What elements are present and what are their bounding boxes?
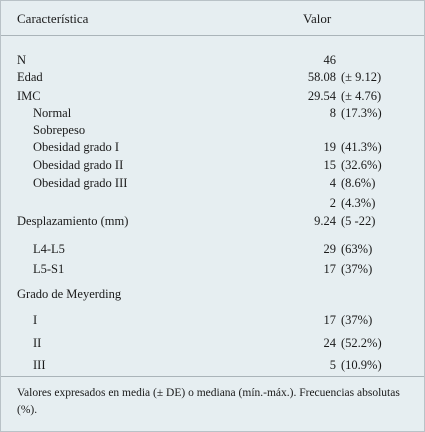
row-value: 19 bbox=[323, 140, 336, 154]
row-value: 58.08 bbox=[307, 70, 336, 84]
row-value: 2 bbox=[329, 196, 336, 210]
row-label: I bbox=[33, 313, 38, 327]
row-range: (37%) bbox=[341, 262, 373, 276]
row-value: 29 bbox=[323, 242, 336, 256]
row-label: N bbox=[17, 53, 27, 67]
row-range: (± 4.76) bbox=[341, 89, 382, 103]
row-label: III bbox=[33, 358, 46, 372]
table-row bbox=[1, 51, 424, 69]
row-value: 29.54 bbox=[307, 89, 336, 103]
row-value: 4 bbox=[329, 176, 336, 190]
row-label: Normal bbox=[33, 106, 72, 120]
row-range: (37%) bbox=[341, 313, 373, 327]
row-label: Obesidad grado I bbox=[33, 140, 120, 154]
row-label: IMC bbox=[17, 89, 41, 103]
row-value: 15 bbox=[323, 158, 336, 172]
row-value: 8 bbox=[329, 106, 336, 120]
table-row bbox=[1, 356, 424, 374]
row-value: 17 bbox=[323, 262, 336, 276]
table-row bbox=[1, 311, 424, 329]
row-range: (± 9.12) bbox=[341, 70, 382, 84]
table-row bbox=[1, 212, 424, 230]
table-row bbox=[1, 156, 424, 174]
row-value: 46 bbox=[323, 53, 336, 67]
row-value: 9.24 bbox=[314, 214, 336, 228]
footnote: Valores expresados en media (± DE) o mediana (mín.-máx.). Frecuencias absolutas (%). bbox=[17, 387, 400, 416]
row-range: (5 -22) bbox=[341, 214, 376, 228]
row-label: Desplazamiento (mm) bbox=[17, 214, 129, 228]
row-label: L5-S1 bbox=[33, 262, 65, 276]
table-row bbox=[1, 194, 424, 212]
row-range: (41.3%) bbox=[341, 140, 382, 154]
table-row bbox=[1, 285, 424, 303]
row-label: Edad bbox=[17, 70, 43, 84]
row-label: Obesidad grado III bbox=[33, 176, 128, 190]
table-row bbox=[1, 174, 424, 192]
row-label: Sobrepeso bbox=[33, 123, 86, 137]
row-label: Obesidad grado II bbox=[33, 158, 124, 172]
row-range: (4.3%) bbox=[341, 196, 376, 210]
header-value: Valor bbox=[303, 11, 332, 26]
row-range: (8.6%) bbox=[341, 176, 376, 190]
table-row bbox=[1, 68, 424, 86]
row-value: 17 bbox=[323, 313, 336, 327]
row-range: (10.9%) bbox=[341, 358, 382, 372]
row-value: 24 bbox=[323, 336, 336, 350]
row-range: (52.2%) bbox=[341, 336, 382, 350]
row-range: (17.3%) bbox=[341, 106, 382, 120]
row-label: L4-L5 bbox=[33, 242, 65, 256]
row-label: II bbox=[33, 336, 42, 350]
table-row bbox=[1, 121, 424, 139]
row-label: Grado de Meyerding bbox=[17, 287, 122, 301]
row-range: (32.6%) bbox=[341, 158, 382, 172]
table-row bbox=[1, 334, 424, 352]
table-footer bbox=[1, 376, 424, 432]
row-range: (63%) bbox=[341, 242, 373, 256]
row-value: 5 bbox=[329, 358, 336, 372]
table-row bbox=[1, 240, 424, 258]
header-characteristic: Característica bbox=[17, 11, 89, 26]
table-row bbox=[1, 138, 424, 156]
table-row bbox=[1, 104, 424, 122]
table-row bbox=[1, 87, 424, 105]
table-row bbox=[1, 260, 424, 278]
table-header bbox=[1, 1, 424, 36]
